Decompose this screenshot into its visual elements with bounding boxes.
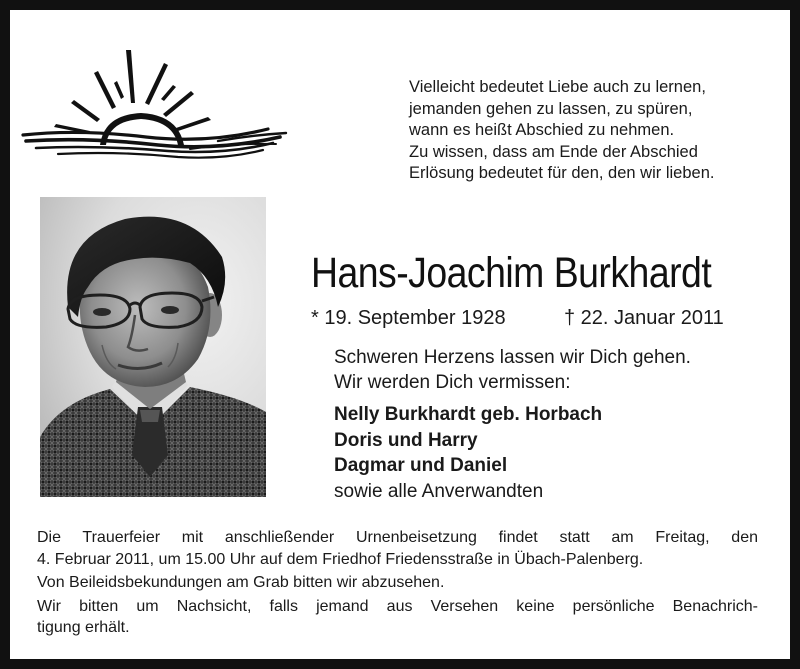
farewell-line: Wir werden Dich vermissen: <box>334 371 571 393</box>
apology-line: tigung erhält. <box>37 619 130 636</box>
poem-line: Zu wissen, dass am Ende der Abschied <box>409 142 698 161</box>
mourners-list <box>334 402 602 504</box>
mourner-name: Nelly Burkhardt geb. Horbach <box>334 404 603 425</box>
condolence-note: Von Beileidsbekundungen am Grab bitten wir abzusehen. <box>37 574 445 591</box>
mourner-name: Doris und Harry <box>334 429 478 451</box>
deceased-name: Hans-Joachim Burkhardt <box>311 249 712 297</box>
apology-line: Wir bitten um Nachsicht, falls jemand aus Versehen keine persönliche Benachrich- <box>37 597 758 615</box>
farewell-line: Schweren Herzens lassen wir Dich gehen. <box>334 347 691 368</box>
poem-line: Erlösung bedeutet für den, den wir lieben. <box>409 164 715 182</box>
poem <box>409 77 769 185</box>
poem-line: wann es heißt Abschied zu nehmen. <box>409 121 675 139</box>
death-date: † 22. Januar 2011 <box>564 307 724 329</box>
funeral-line: Die Trauerfeier mit anschließender Urnenbeisetzung findet statt am Freitag, den <box>37 529 758 546</box>
farewell-text <box>334 346 691 395</box>
poem-line: Vielleicht bedeutet Liebe auch zu lernen, <box>409 78 706 96</box>
birth-date: * 19. September 1928 <box>311 307 506 329</box>
relatives-line: sowie alle Anverwandten <box>334 480 544 502</box>
life-dates <box>311 305 724 331</box>
portrait-photo <box>40 197 266 497</box>
funeral-line: 4. Februar 2011, um 15.00 Uhr auf dem Friedhof Friedensstraße in Übach-Palenberg. <box>37 550 644 568</box>
funeral-info <box>37 527 758 639</box>
mourner-name: Dagmar und Daniel <box>334 455 508 476</box>
poem-line: jemanden gehen zu lassen, zu spüren, <box>409 99 693 118</box>
rising-sun-icon <box>18 45 288 175</box>
